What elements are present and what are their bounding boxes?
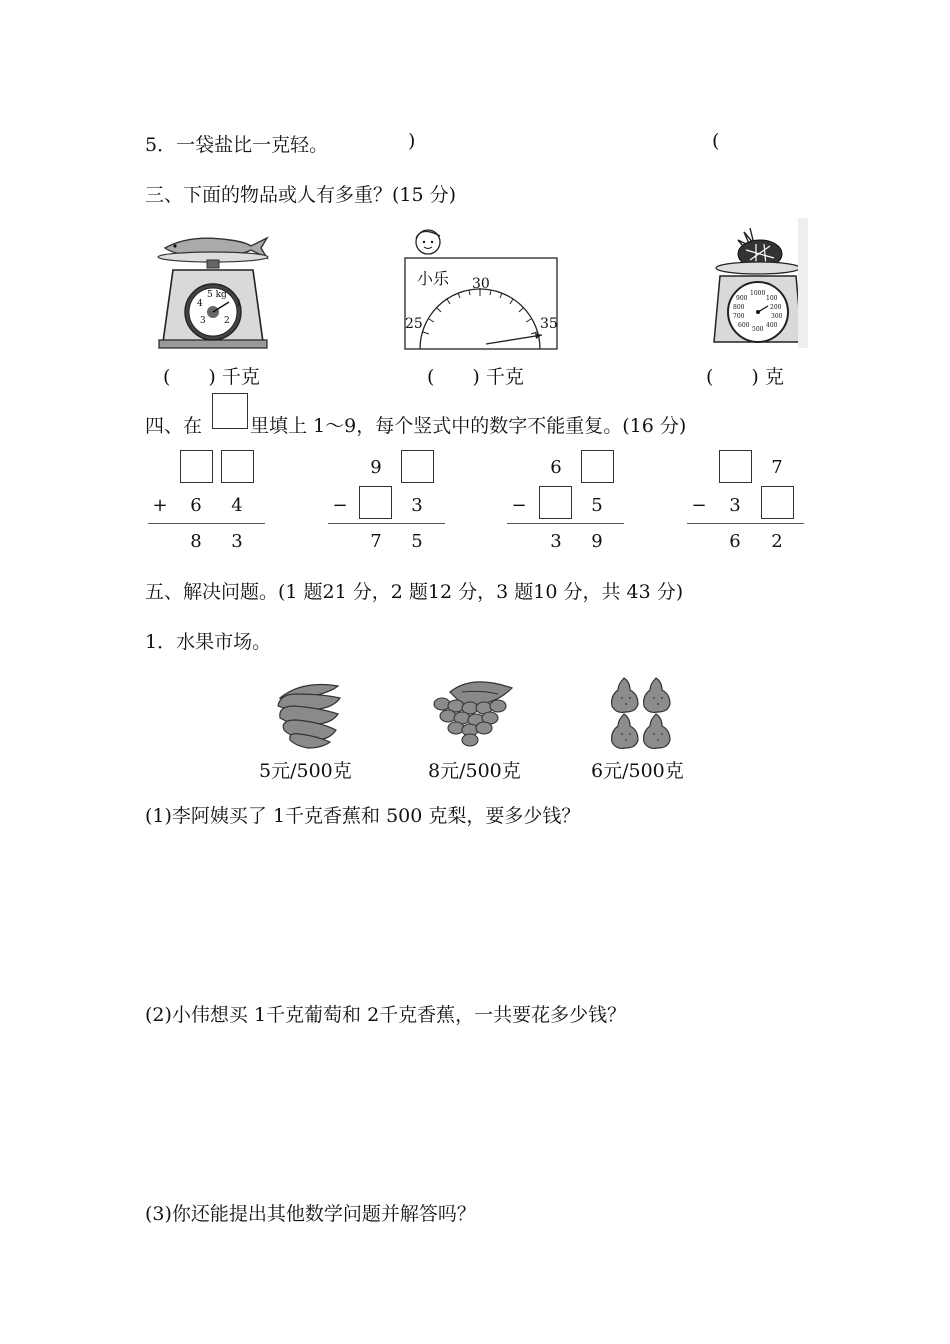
digit: 3 [231,531,243,552]
operator-plus: + [152,495,168,516]
scale3-dial-600: 600 [738,322,750,329]
scale3-answer: ( ) 克 [706,366,784,388]
scale2-tick-30: 30 [472,276,490,292]
sum-line [328,523,445,524]
digit: 3 [550,531,562,552]
q5-text: 5．一袋盐比一克轻。 [145,134,329,156]
heading-box-icon [212,393,248,429]
sum-line [148,523,265,524]
sub-question-3: (3)你还能提出其他数学问题并解答吗？ [145,1203,476,1225]
scale1-answer: ( ) 千克 [163,366,260,388]
sum-line [687,523,804,524]
scale3-dial-100: 100 [766,295,778,302]
digit: 3 [411,495,423,516]
scale1-dial-2: 2 [224,316,230,326]
scale3-dial-500: 500 [752,326,764,333]
digit: 9 [591,531,603,552]
digit: 7 [771,457,783,478]
operator-minus: − [511,495,527,516]
scale3-dial-900: 900 [736,295,748,302]
scale2-tick-35: 35 [540,316,558,332]
section4-heading-post: 里填上 1～9，每个竖式中的数字不能重复。(16 分) [250,415,687,437]
digit: 5 [411,531,423,552]
pear-icon [608,674,674,750]
scale1-dial-3: 3 [200,316,206,326]
answer-box[interactable] [401,450,434,483]
scale1-dial-4: 4 [197,299,203,309]
scale1-dial-label: 5 kg [207,290,227,300]
digit: 9 [370,457,382,478]
section3-heading: 三、下面的物品或人有多重？(15 分) [145,184,457,206]
grapes-icon [432,678,516,748]
operator-minus: − [332,495,348,516]
price-grapes: 8元/500克 [428,760,521,782]
answer-box[interactable] [539,486,572,519]
answer-box[interactable] [359,486,392,519]
answer-box[interactable] [180,450,213,483]
scale2-tick-25: 25 [405,316,423,332]
scale3-dial-800: 800 [733,304,745,311]
scale3-dial-400: 400 [766,322,778,329]
section4-heading-pre: 四、在 [145,415,203,437]
person-name: 小乐 [417,269,450,288]
q1-title: 1．水果市场。 [145,631,272,653]
sub-question-1: (1)李阿姨买了 1千克香蕉和 500 克梨，要多少钱？ [145,805,581,827]
price-banana: 5元/500克 [259,760,352,782]
digit: 8 [190,531,202,552]
answer-box[interactable] [221,450,254,483]
price-pear: 6元/500克 [591,760,684,782]
sum-line [507,523,624,524]
operator-minus: − [691,495,707,516]
scale2-answer: ( ) 千克 [427,366,524,388]
answer-box[interactable] [581,450,614,483]
scale3-dial-700: 700 [733,313,745,320]
digit: 3 [729,495,741,516]
section5-heading: 五、解决问题。(1 题21 分，2 题12 分，3 题10 分，共 43 分) [145,581,684,603]
digit: 4 [231,495,243,516]
digit: 2 [771,531,783,552]
digit: 7 [370,531,382,552]
scale1-dial-1: 1 [236,299,242,309]
scale3-dial-300: 300 [771,313,783,320]
q5-open-paren: ( [712,130,720,152]
scale3-dial-200: 200 [770,304,782,311]
digit: 5 [591,495,603,516]
sub-question-2: (2)小伟想买 1千克葡萄和 2千克香蕉，一共要花多少钱？ [145,1004,627,1026]
banana-icon [272,680,344,748]
digit: 6 [550,457,562,478]
scale3-dial-1000: 1000 [750,290,766,297]
answer-box[interactable] [761,486,794,519]
digit: 6 [190,495,202,516]
digit: 6 [729,531,741,552]
answer-box[interactable] [719,450,752,483]
q5-close-paren: ) [408,130,416,152]
